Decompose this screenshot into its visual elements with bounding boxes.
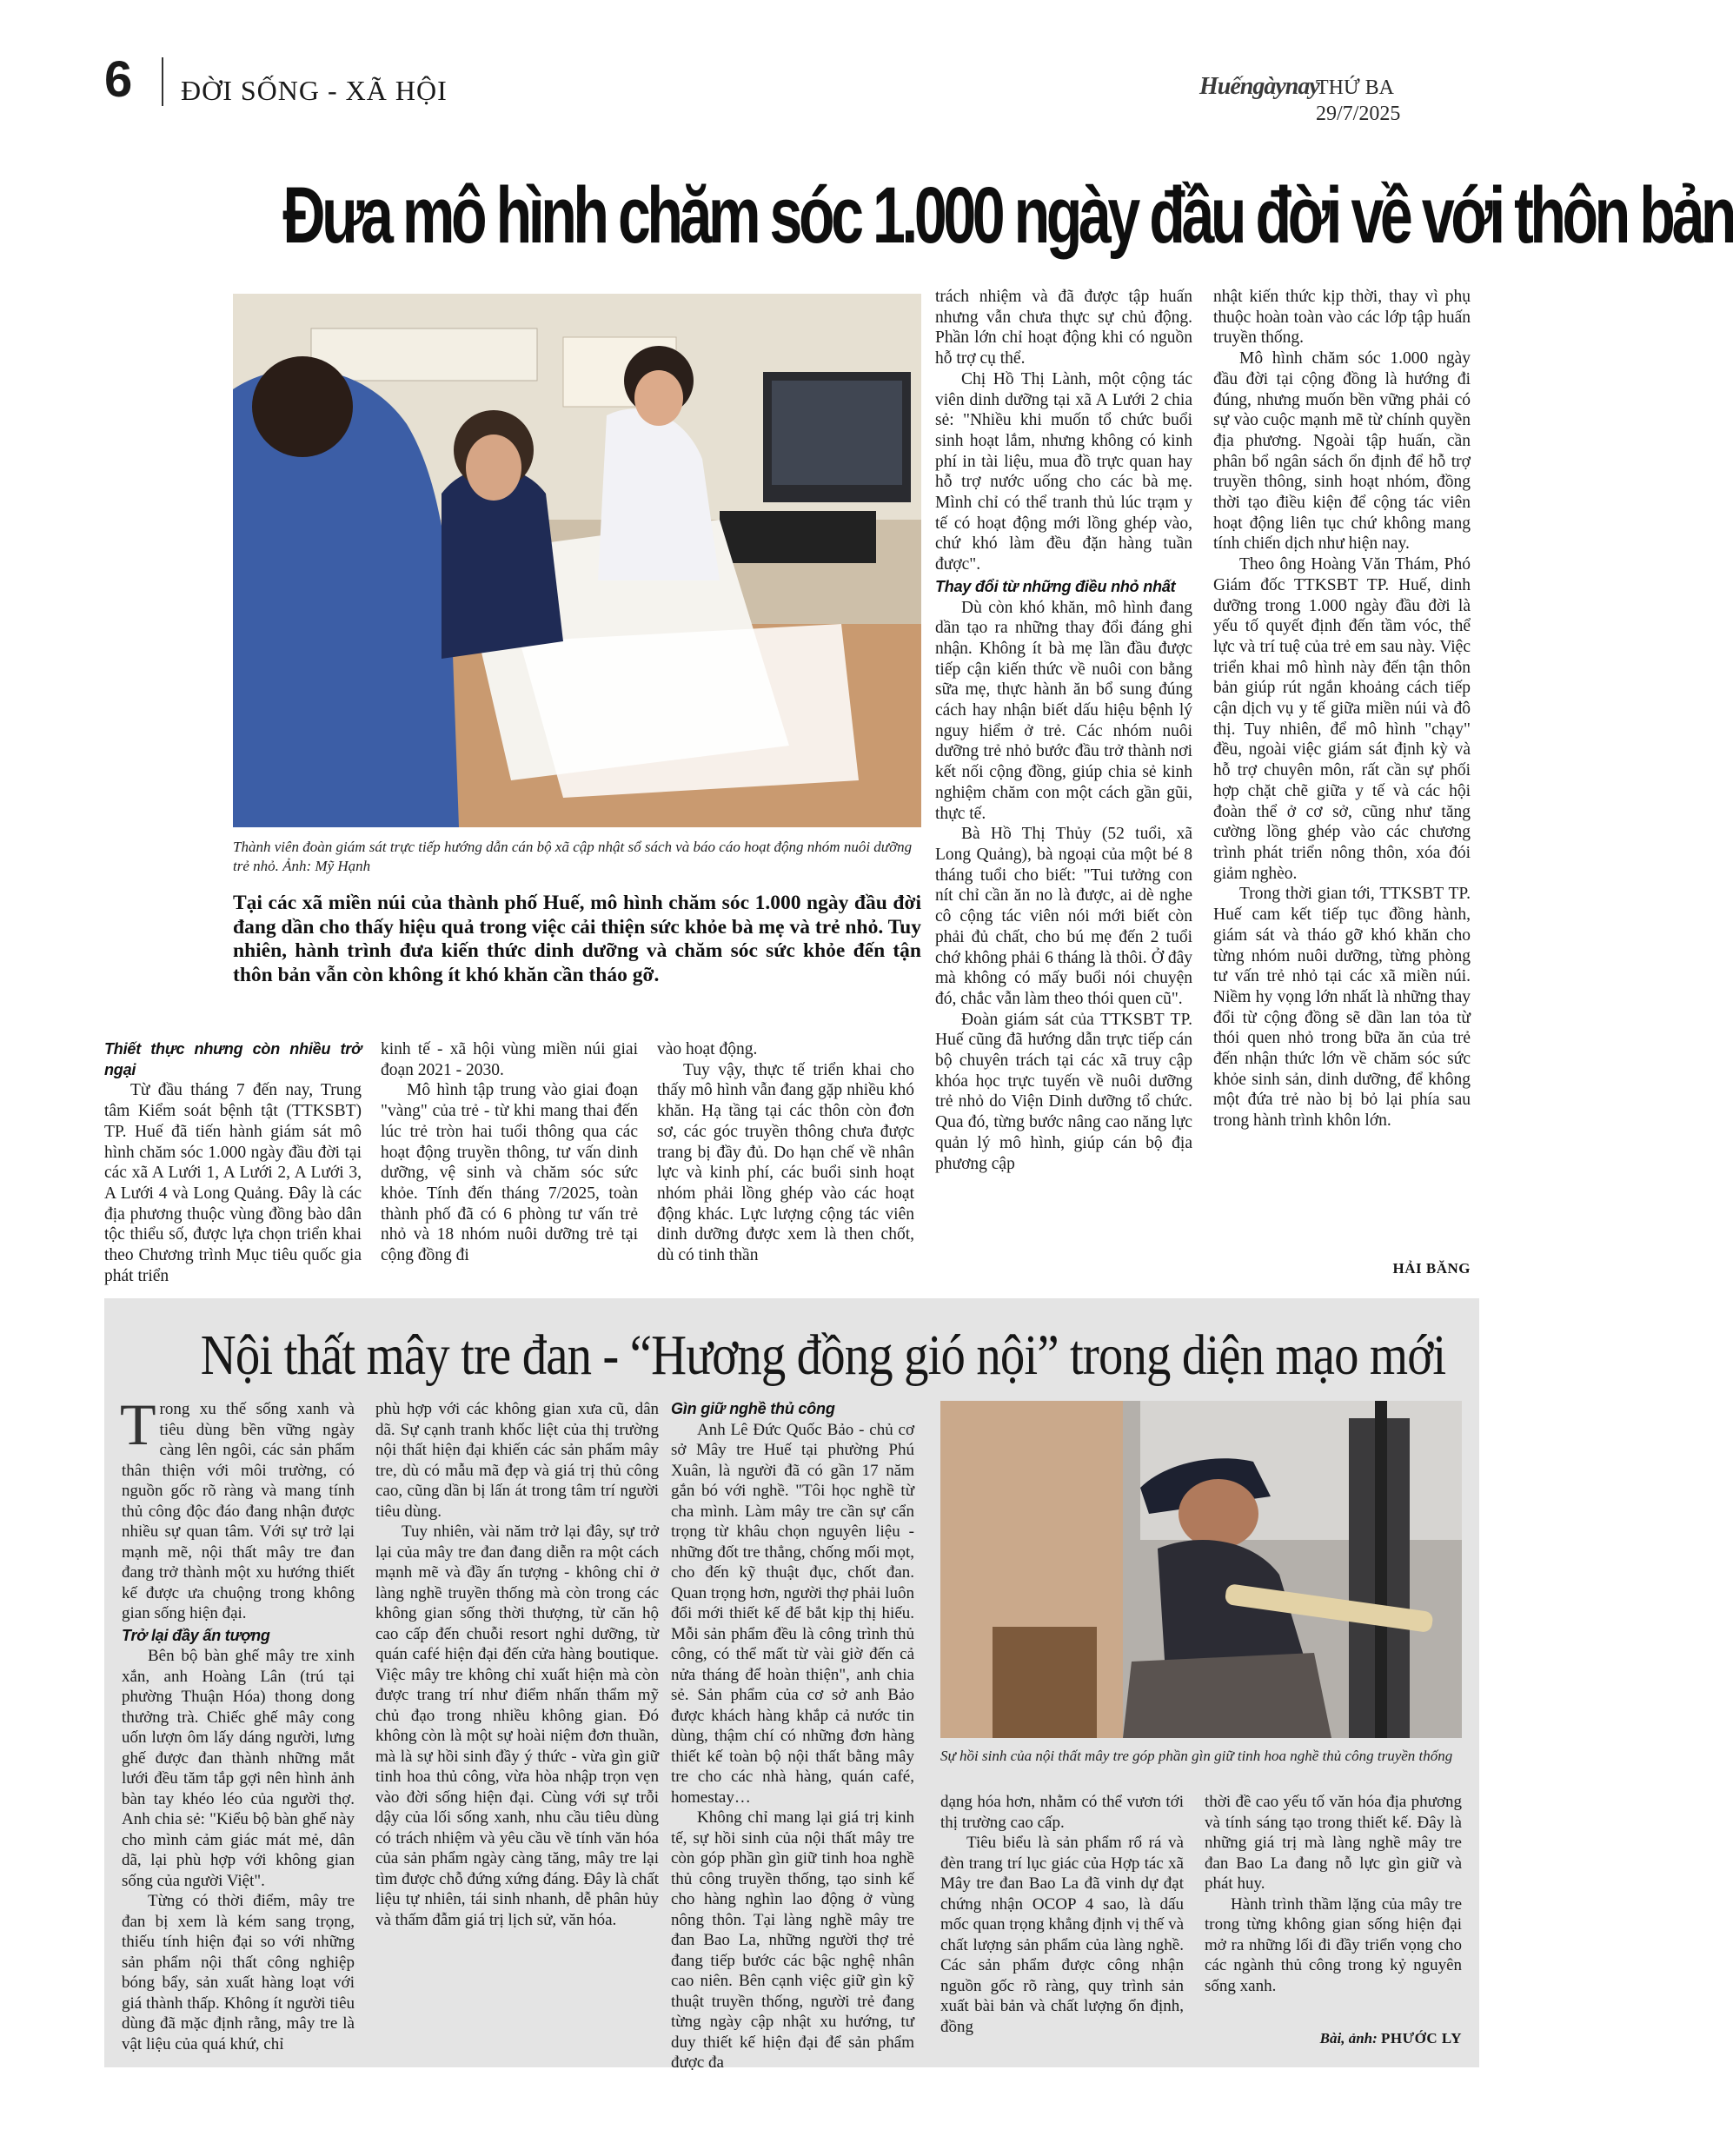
article1-col3 — [657, 1039, 914, 1266]
article2-paragraph: phù hợp với các không gian xưa cũ, dân dã. Sự cạnh tranh khốc liệt của thị trường nội thất hiện đại khiến các sản phẩm mây tre, dù có mẫu mã đẹp và giá trị thủ công cao, cũng dần bị lấn át trong tâm trí người tiêu dùng. — [375, 1400, 659, 1521]
article2-paragraph: Bên bộ bàn ghế mây tre xinh xắn, anh Hoàng Lân (trú tại phường Thuận Hóa) thong dong thưởng trà. Chiếc ghế mây cong uốn lượn ôm lấy dáng người, lưng ghế được đan thành những mắt lưới đều tăm tắp gợi nên hình ảnh bàn tay khéo léo của người thợ. Anh chia sẻ: "Kiểu bộ bàn ghế này cho mình cảm giác mát mẻ, dân dã, lại phù hợp với không gian sống của người Việt". — [122, 1647, 355, 1890]
brand-logo: Huếngàynay — [1199, 73, 1319, 100]
article2-paragraph: Tiêu biểu là sản phẩm rổ rá và đèn trang trí lục giác của Hợp tác xã Mây tre đan Bao La đã vinh dự đạt chứng nhận OCOP 4 sao, là dấu mốc quan trọng khẳng định vị thế và chất lượng sản phẩm của làng nghề. Các sản phẩm được công nhận nguồn gốc rõ ràng, quy trình sản xuất bài bản và chất lượng ổn định, đồng — [940, 1834, 1184, 2036]
article2-photo-caption: Sự hồi sinh của nội thất mây tre góp phần gìn giữ tinh hoa nghề thủ công truyền thống — [940, 1748, 1453, 1764]
article1-col1 — [104, 1039, 362, 1286]
signature-name: PHƯỚC LY — [1381, 2030, 1462, 2047]
article1-paragraph: trách nhiệm và đã được tập huấn nhưng vẫn chưa thực sự chủ động. Phần lớn chỉ hoạt động khi có nguồn hỗ trợ cụ thể. — [935, 288, 1192, 368]
header-divider — [162, 57, 163, 106]
drop-cap: T — [120, 1391, 156, 1457]
article1-photo — [233, 294, 921, 827]
article2-col1 — [120, 1391, 355, 2054]
article1-paragraph: Tuy vậy, thực tế triển khai cho thấy mô hình vẫn đang gặp nhiều khó khăn. Hạ tầng tại các thôn còn đơn sơ, các góc truyền thông chưa được trang bị đầy đủ. Do hạn chế về nhân lực và kinh phí, các buổi sinh hoạt nhóm phải lồng ghép vào các hoạt động khác. Lực lượng cộng tác viên dinh dưỡng được xem là then chốt, dù có tinh thần — [657, 1060, 914, 1265]
article2-subheading-2: Gìn giữ nghề thủ công — [671, 1400, 835, 1417]
page-number: 6 — [104, 51, 133, 108]
article2-paragraph: thời đề cao yếu tố văn hóa địa phương và tính sáng tạo trong thiết kế. Đây là những giá trị mà làng nghề mây tre đan Bao La đang nỗ lực gìn giữ và phát huy. — [1205, 1793, 1462, 1893]
page-header — [104, 51, 1477, 125]
article2-paragraph: Tuy nhiên, vài năm trở lại đây, sự trở lại của mây tre đan đang diễn ra một cách mạnh mẽ và đầy ấn tượng - không chỉ ở làng nghề truyền thống mà còn trong các không gian sống thời thượng, từ căn hộ cao cấp đến chuỗi resort nghỉ dưỡng, từ quán café hiện đại đến cửa hàng boutique. Việc mây tre không chỉ xuất hiện mà còn được trang trí như điểm nhấn thẩm mỹ chủ đạo trong nhiều không gian. Đó không còn là một sự hoài niệm đơn thuần, mà là sự hồi sinh đầy ý thức - vừa gìn giữ tinh hoa thủ công, vừa hòa nhập trọn vẹn vào đời sống hiện đại. Cùng với sự trỗi dậy của lối sống xanh, nhu cầu tiêu dùng có trách nhiệm và yêu cầu về tính văn hóa của sản phẩm ngày càng tăng, mây tre lại tìm được chỗ đứng xứng đáng. Đây là chất liệu tự nhiên, tái sinh nhanh, dễ phân hủy và thấm đẫm giá trị lịch sử, văn hóa. — [375, 1522, 659, 1929]
article2-paragraph: dạng hóa hơn, nhằm có thể vươn tới thị trường cao cấp. — [940, 1793, 1184, 1832]
article1-col2 — [381, 1039, 638, 1266]
article2-paragraph: Anh Lê Đức Quốc Bảo - chủ cơ sở Mây tre Huế tại phường Phú Xuân, là người đã có gần 17 năm gắn bó với nghề. "Tôi học nghề từ cha mình. Làm mây tre cần sự cẩn trọng từ khâu chọn nguyên liệu - những đốt tre thẳng, chống mối mọt, cho đến kỹ thuật đục, chốt đan. Quan trọng hơn, người thợ phải luôn đổi mới thiết kế để bắt kịp thị hiếu. Mỗi sản phẩm đều là công trình thủ công, có thể mất từ vài giờ đến cả nửa tháng để hoàn thiện", anh chia sẻ. Sản phẩm của cơ sở anh Bảo được khách hàng khắp cả nước tin dùng, thậm chí có những đơn hàng thiết kế toàn bộ nội thất bằng mây tre cho các nhà hàng, quán café, homestay… — [671, 1420, 914, 1807]
article2-paragraph: Từng có thời điểm, mây tre đan bị xem là kém sang trọng, thiếu tính hiện đại so với những sản phẩm nội thất công nghiệp bóng bẩy, sản xuất hàng loạt với giá thành thấp. Không ít người tiêu dùng đã mặc định rằng, mây tre là vật liệu của quá khứ, chỉ — [122, 1892, 355, 2053]
article1-photo-caption: Thành viên đoàn giám sát trực tiếp hướng dẫn cán bộ xã cập nhật sổ sách và báo cáo hoạt động nhóm nuôi dưỡng trẻ nhỏ. Ảnh: Mỹ Hạnh — [233, 839, 913, 874]
article2-col4 — [940, 1792, 1184, 2037]
article1-paragraph: Dù còn khó khăn, mô hình đang dần tạo ra những thay đổi đáng ghi nhận. Không ít bà mẹ lần đầu được tiếp cận kiến thức về nuôi con bằng sữa mẹ, thực hành ăn bổ sung đúng cách hay nhận biết dấu hiệu bệnh lý nguy hiểm ở trẻ. Các nhóm nuôi dưỡng trẻ nhỏ bước đầu trở thành nơi kết nối cộng đồng, giúp chia sẻ kinh nghiệm chăm con một cách gần gũi, thực tế. — [935, 598, 1192, 823]
signature-prefix: Bài, ảnh: — [1319, 2030, 1382, 2047]
article1-paragraph: Từ đầu tháng 7 đến nay, Trung tâm Kiểm soát bệnh tật (TTKSBT) TP. Huế đã tiến hành giám sát mô hình chăm sóc 1.000 ngày đầu đời tại các xã A Lưới 1, A Lưới 2, A Lưới 3, A Lưới 4 và Long Quảng. Đây là các địa phương thuộc vùng đồng bào dân tộc thiểu số, được lựa chọn triển khai theo Chương trình Mục tiêu quốc gia phát triển — [104, 1081, 362, 1285]
article1-paragraph: Theo ông Hoàng Văn Thám, Phó Giám đốc TTKSBT TP. Huế, dinh dưỡng trong 1.000 ngày đầu đời là yếu tố quyết định đến tầm vóc, thể lực và trí tuệ của trẻ em sau này. Việc triển khai mô hình này đến tận thôn bản giúp rút ngắn khoảng cách tiếp cận dịch vụ y tế giữa miền núi và đô thị. Tuy nhiên, để mô hình "chạy" đều, ngoài việc giám sát định kỳ và hỗ trợ chuyên môn, rất cần sự phối hợp chặt chẽ giữa y tế và các hội đoàn thể ở cơ sở, cũng như tăng cường lồng ghép vào các chương trình phát triển nông thôn, xóa đói giảm nghèo. — [1213, 555, 1471, 883]
article1-title: Đưa mô hình chăm sóc 1.000 ngày đầu đời về với thôn bản — [282, 171, 1733, 260]
article1-paragraph: vào hoạt động. — [657, 1040, 758, 1058]
article1-paragraph: Chị Hồ Thị Lành, một cộng tác viên dinh dưỡng tại xã A Lưới 2 chia sẻ: "Nhiều khi muốn tổ chức buổi sinh hoạt lắm, nhưng không có kinh phí in tài liệu, mua đồ trực quan hay hỗ trợ nước uống cho các bà mẹ. Mình chỉ có thể tranh thủ lúc trạm y tế có hoạt động mới lồng ghép vào, chứ khó làm đều đặn hàng tuần được". — [935, 369, 1192, 574]
article1-paragraph: nhật kiến thức kịp thời, thay vì phụ thuộc hoàn toàn vào các lớp tập huấn truyền thống. — [1213, 288, 1471, 348]
article2-col2 — [375, 1399, 659, 1930]
article1-signature: HẢI BĂNG — [1392, 1260, 1471, 1277]
article1-subheading-2: Thay đổi từ những điều nhỏ nhất — [935, 577, 1176, 595]
article2-paragraph: Không chỉ mang lại giá trị kinh tế, sự hồi sinh của nội thất mây tre còn góp phần gìn giữ tinh hoa nghề thủ công truyền thống, tạo sinh kế cho hàng nghìn lao động ở vùng nông thôn. Tại làng nghề mây tre đan Bao La, những người thợ trẻ đang tiếp bước các bậc nghệ nhân cao niên. Bên cạnh việc giữ gìn kỹ thuật truyền thống, người trẻ đang từng ngày cập nhật xu hướng, tư duy thiết kế hiện đại để sản phẩm được đa — [671, 1808, 914, 2073]
article2-paragraph: Hành trình thầm lặng của mây tre trong từng không gian sống hiện đại mở ra những lối đi đầy triển vọng cho các ngành thủ công trong kỷ nguyên sống xanh. — [1205, 1894, 1462, 1995]
article2-subheading-1: Trở lại đầy ấn tượng — [122, 1626, 270, 1644]
article1-lead: Tại các xã miền núi của thành phố Huế, mô hình chăm sóc 1.000 ngày đầu đời đang dần cho thấy hiệu quả trong việc cải thiện sức khỏe bà mẹ và trẻ nhỏ. Tuy nhiên, hành trình đưa kiến thức dinh dưỡng và chăm sóc sức khỏe đến tận thôn bản vẫn còn không ít khó khăn cần tháo gỡ. — [233, 892, 921, 986]
article1-paragraph: Mô hình tập trung vào giai đoạn "vàng" của trẻ - từ khi mang thai đến lúc trẻ tròn hai tuổi thông qua các hoạt động truyền thông, tư vấn dinh dưỡng, vệ sinh và chăm sóc sức khỏe. Tính đến tháng 7/2025, toàn thành phố đã có 6 phòng tư vấn trẻ nhỏ và 18 nhóm nuôi dưỡng trẻ tại cộng đồng đi — [381, 1081, 638, 1265]
section-name: ĐỜI SỐNG - XÃ HỘI — [181, 75, 448, 106]
article1-col5 — [1213, 287, 1471, 1131]
article1-paragraph: Đoàn giám sát của TTKSBT TP. Huế cũng đã hướng dẫn trực tiếp cán bộ chuyên trách tại các xã truy cập khóa học trực tuyến về nuôi dưỡng trẻ nhỏ do Viện Dinh dưỡng tổ chức. Qua đó, từng bước nâng cao năng lực quản lý mô hình, giúp cán bộ địa phương cập — [935, 1010, 1192, 1173]
article1-paragraph: kinh tế - xã hội vùng miền núi giai đoạn 2021 - 2030. — [381, 1040, 638, 1079]
article2-paragraph: Trong xu thế sống xanh và tiêu dùng bền vững ngày càng lên ngôi, các sản phẩm thân thiện với môi trường, có nguồn gốc rõ ràng và mang tính thủ công độc đáo đang nhận được nhiều sự quan tâm. Với sự trở lại mạnh mẽ, nội thất mây tre đan đang trở thành một xu hướng thiết kế được ưa chuộng trong không gian sống hiện đại. — [120, 1391, 355, 1622]
article2-col5 — [1205, 1792, 1462, 1996]
article2-title: Nội thất mây tre đan - “Hương đồng gió nội” trong diện mạo mới — [200, 1323, 1446, 1387]
issue-date: THỨ BA 29/7/2025 — [1316, 76, 1401, 125]
article1-paragraph: Bà Hồ Thị Thủy (52 tuổi, xã Long Quảng), bà ngoại của một bé 8 tháng tuổi cho biết: "Tui tưởng con nít chỉ cần ăn no là được, ai dè nghe cô cộng tác viên nói mới biết còn phải đủ chất, cho bú mẹ đến 2 tuổi chớ không phải 6 tháng là thôi. Ở đây mà không có mấy buổi nói chuyện đó, chắc vẫn làm theo thói quen cũ". — [935, 825, 1192, 1008]
article1-subheading-1: Thiết thực nhưng còn nhiều trở ngại — [104, 1040, 362, 1078]
article1-paragraph: Trong thời gian tới, TTKSBT TP. Huế cam kết tiếp tục đồng hành, giám sát và tháo gỡ khó khăn cho từng nhóm nuôi dưỡng, từng phòng tư vấn trẻ nhỏ tại các xã miền núi. Niềm hy vọng lớn nhất là những thay đổi từ cộng đồng sẽ dần lan tỏa từ thói quen nhỏ trong bữa ăn của trẻ đến nhận thức lớn về chăm sóc sức khỏe sinh sản, dinh dưỡng, để không một đứa trẻ nào bị bỏ lại phía sau trong hành trình khôn lớn. — [1213, 885, 1471, 1131]
article2-signature — [1205, 2030, 1462, 2047]
article2-col3 — [671, 1399, 914, 2073]
article2-photo — [940, 1401, 1462, 1738]
article1-col4 — [935, 287, 1192, 1174]
article1-paragraph: Mô hình chăm sóc 1.000 ngày đầu đời tại cộng đồng là hướng đi đúng, nhưng muốn bền vững phải có sự vào cuộc mạnh mẽ từ chính quyền địa phương. Ngoài tập huấn, cần phân bổ ngân sách ổn định để hỗ trợ truyền thông, sinh hoạt nhóm, đồng thời tạo điều kiện để cộng tác viên hoạt động liên tục chứ không mang tính chiến dịch như hiện nay. — [1213, 349, 1471, 554]
